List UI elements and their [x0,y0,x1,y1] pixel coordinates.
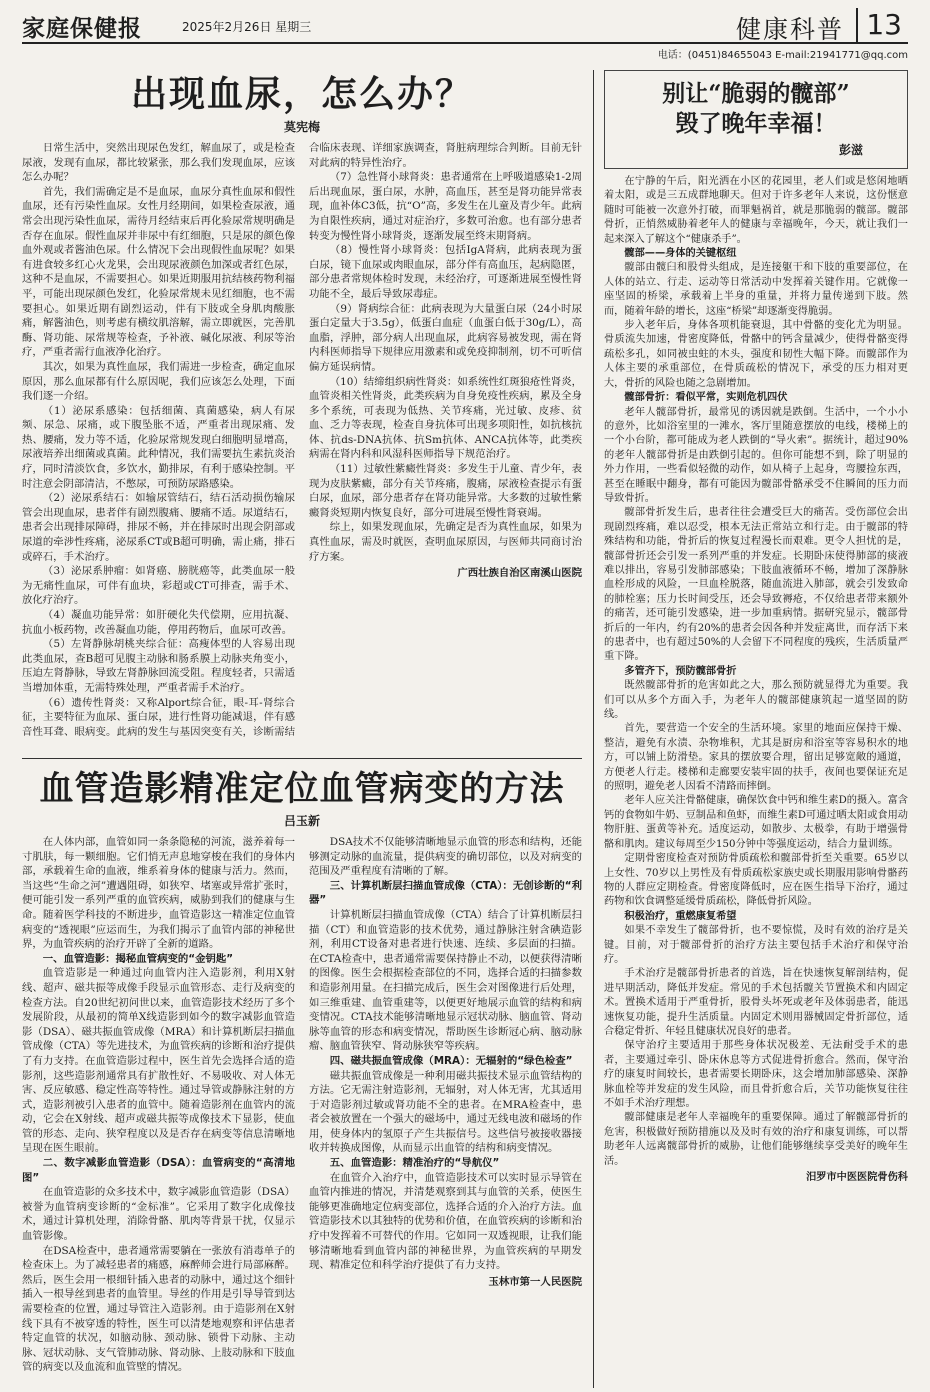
paragraph: 首先，我们需确定是不是血尿，血尿分真性血尿和假性血尿，还有污染性血尿。女性月经期间，如果检查尿液，通常会出现污染性血尿，需待月经结束后再化验尿常规明确是否存在血尿。假性血尿并非尿中有红细胞，只是尿的颜色像血外观或者酱油色尿。什么情况下会出现假性血尿呢？如果有进食较多红心火龙果，会出现尿液颜色加深或者红色尿，这种不是血尿，不需要担心。如果近期服用抗结核药物利福平，可能出现尿颜色发红，化验尿常规未见红细胞，也不需要担心。如果近期有剧烈运动，伴有下肢或全身肌肉酸胀痛，解酱油色，则考虑有横纹肌溶解，需立即就医，完善肌酶、肾功能、尿常规等检查，予补液、碱化尿液、利尿等治疗，严重者需行血液净化治疗。 [22,185,295,359]
subheading: 积极治疗，重燃康复希望 [624,910,737,922]
paragraph: 髋部骨折发生后，患者往往会遭受巨大的痛苦。受伤部位会出现剧烈疼痛，难以忍受，根本无法正常站立和行走。由于髋部的特殊结构和功能，骨折后的恢复过程漫长而艰难。更令人担忧的是，髋部骨折还会引发一系列严重的并发症。长期卧床使得肺部的痰液难以排出，容易引发肺部感染；下肢血液循环不畅，增加了深静脉血栓形成的风险，一旦血栓脱落，随血流进入肺部，就会引发致命的肺栓塞；压力长时间受压，还会导致褥疮，不仅给患者带来额外的痛苦，还可能引发感染，进一步加重病情。据研究显示，髋部骨折后的一年内，约有20%的患者会因各种并发症离世，而存活下来的患者中，也有超过50%的人会留下不同程度的残疾，生活质量严重下降。 [604,507,908,663]
paragraph: 手术治疗是髋部骨折患者的首选，旨在快速恢复解剖结构，促进早期活动，降低并发症。常见的手术包括髋关节置换术和内固定术。置换术适用于严重骨折，股骨头坏死或老年及体弱患者，能迅速恢复功能，提升生活质量。内固定术则用器械固定骨折部位，适合稳定骨折、年轻且健康状况良好的患者。 [604,968,908,1037]
paragraph: 步入老年后，身体各项机能衰退，其中骨骼的变化尤为明显。骨质流失加速，骨密度降低，骨骼中的钙含量减少，使得骨骼变得疏松多孔，如同被虫蛀的木头，强度和韧性大幅下降。而髋部作为人体主要的承重部位，在骨质疏松的情况下，承受的压力相对更大，骨折的风险也随之急剧增加。 [604,320,908,389]
title-box [604,70,908,169]
paragraph: 在宁静的午后，阳光洒在小区的花园里，老人们或是悠闲地晒着太阳，或是三五成群地聊天。但对于许多老年人来说，这份惬意随时可能被一次意外打破，而罪魁祸首，就是那脆弱的髋部。髋部骨折，正悄然威胁着老年人的健康与幸福晚年，今天，就让我们一起来深入了解这个“健康杀手”。 [604,176,908,245]
paragraph: （2）泌尿系结石：如输尿管结石，结石活动损伤输尿管会出现血尿，患者伴有剧烈腹痛、腰痛不适。尿道结石，患者会出现排尿障碍，排尿不畅，并在排尿时出现会阴部或尿道的牵涉性疼痛，泌尿系CT或B超可明确，需止痛，排石或碎石，手术治疗。 [22,492,295,563]
subheading: 四、磁共振血管成像（MRA）：无辐射的“绿色检查” [329,1054,573,1067]
article-body [22,835,582,1375]
article-hip-fracture [604,70,908,1388]
paragraph: 定期骨密度检查对预防骨质疏松和髋部骨折至关重要。65岁以上女性、70岁以上男性及有骨质疏松家族史或长期服用影响骨骼药物的人群应定期检查。骨密度降低时，应在医生指导下治疗，通过药物和饮食调整延缓骨质疏松，降低骨折风险。 [604,853,908,908]
paragraph: 综上，如果发现血尿，先确定是否为真性血尿，如果为真性血尿，需及时就医，查明血尿原因，与医师共同商讨治疗方案。 [309,521,582,563]
subheading: 二、数字减影血管造影（DSA）：血管病变的“高清地图” [22,1157,295,1184]
subheading: 一、血管造影：揭秘血管病变的“金钥匙” [42,952,234,965]
paragraph: 在血管介入治疗中，血管造影技术可以实时显示导管在血管内推进的情况，并清楚观察到其与血管的关系，使医生能够更准确地定位病变部位，选择合适的介入治疗方法。血管造影技术以其独特的优势和价值，在血管疾病的诊断和治疗中发挥着不可替代的作用。它如同一双透视眼，让我们能够清晰地看到血管内部的神秘世界，为血管疾病的早期发现、精准定位和科学治疗提供了有力支持。 [309,1171,582,1272]
paragraph: 老年人髋部骨折，最常见的诱因就是跌倒。生活中，一个小小的意外，比如浴室里的一滩水，客厅里随意摆放的电线，楼梯上的一个小台阶，都可能成为老人跌倒的“导火索”。据统计，超过90%的老年人髋部骨折是由跌倒引起的。但你可能想不到，除了明显的外力作用，一些看似轻微的动作，如从椅子上起身，弯腰捡东西，甚至在睡眠中翻身，都有可能因为髋部骨骼承受不住瞬间的压力而导致骨折。 [604,406,908,504]
article-angiography [22,768,582,1386]
article-hematuria [22,72,582,752]
paragraph: （3）泌尿系肿瘤：如肾癌、膀胱癌等，此类血尿一般为无痛性血尿，可伴有血块，彩超或CT可排查，需手术、放化疗治疗。 [22,565,295,607]
article-signature: 汨罗市中医医院骨伤科 [806,1172,908,1184]
paragraph: 髋部健康是老年人幸福晚年的重要保障。通过了解髋部骨折的危害，积极做好预防措施以及及时有效的治疗和康复训练，可以帮助老年人远离髋部骨折的威胁，让他们能够继续享受美好的晚年生活。 [604,1112,908,1167]
paragraph: （10）结缔组织病性肾炎：如系统性红斑狼疮性肾炎，血管炎相关性肾炎，此类疾病为自身免疫性疾病，累及全身多个系统，可表现为低热、关节疼痛，光过敏、皮疹、贫血、乏力等表现，检查自身抗体可出现多项阳性，如抗核抗体、抗ds-DNA抗体、抗Sm抗体、ANCA抗体等，此类疾病需在肾内科和风湿科医师指导下规范治疗。 [309,375,582,461]
article-title-line-2: 毁了晚年幸福！ [675,110,837,137]
article-title: 出现血尿，怎么办？ [130,73,473,115]
paper-name: 家庭保健报 [22,15,142,42]
paragraph: （11）过敏性紫癜性肾炎：多发生于儿童、青少年，表现为皮肤紫癜，部分有关节疼痛，腹痛，尿液检查提示有蛋白尿，血尿，部分患者存在肾功能异常。大多数的过敏性紫癜肾炎短期内恢复良好，部分可进展至慢性肾衰竭。 [309,463,582,519]
subheading: 多管齐下，预防髋部骨折 [624,665,737,677]
paragraph: （7）急性肾小球肾炎：患者通常在上呼吸道感染1-2周后出现血尿，蛋白尿，水肿，高血压，甚至是肾功能异常表现，血补体C3低，抗“O”高，多发生在儿童及青少年。此病为自限性疾病，通过对症治疗，多数可治愈。也有部分患者转变为慢性肾小球肾炎，逐渐发展至终末期肾病。 [309,171,582,242]
paragraph: 磁共振血管成像是一种利用磁共振技术显示血管结构的方法。它无需注射造影剂，无辐射，对人体无害，尤其适用于对造影剂过敏或肾功能不全的患者。在MRA检查中，患者会被放置在一个强大的磁场中，通过无线电波和磁场的作用，使身体内的氢原子产生共振信号。这些信号被接收器接收并转换成图像，从而显示出血管的结构和病变情况。 [309,1069,582,1155]
section-name: 健康科普 [735,15,844,44]
subheading: 髋部骨折：看似平常，实则危机四伏 [624,392,788,404]
paragraph: 髋部由髋臼和股骨头组成，是连接躯干和下肢的重要部位，在人体的站立、行走、运动等日常活动中发挥着关键作用。它就像一座坚固的桥梁，承载着上半身的重量，并将力量传递到下肢。然而，随着年龄的增长，这座“桥梁”却逐渐变得脆弱。 [604,262,908,317]
article-body [22,141,582,741]
paragraph: （5）左肾静脉胡桃夹综合征：高瘦体型的人容易出现此类血尿，查B超可见腹主动脉和肠系膜上动脉夹角变小，压迫左肾静脉，导致左肾静脉回流受阻。程度轻者，只需适当增加体重，无需特殊处理，严重者需手术治疗。 [22,638,295,694]
paragraph: （4）凝血功能异常：如肝硬化失代偿期，应用抗凝、抗血小板药物，改善凝血功能，停用药物后，血尿可改善。 [22,609,295,636]
paragraph: （9）肾病综合征：此病表现为大量蛋白尿（24小时尿蛋白定量大于3.5g），低蛋白血症（血蛋白低于30g/L），高血脂，浮肿，部分病人出现血尿，此病容易被发现，需在肾内科医师指导下规律应用激素和或免疫抑制剂，切不可听信偏方延误病情。 [309,302,582,373]
paragraph: DSA技术不仅能够清晰地显示血管的形态和结构，还能够测定动脉的血流量，提供病变的确切部位，以及对病变的范围及严重程度有清晰的了解。 [309,836,582,878]
paragraph: 老年人应关注骨骼健康，确保饮食中钙和维生素D的摄入。富含钙的食物如牛奶、豆制品和鱼虾，而维生素D可通过晒太阳或食用动物肝脏、蛋黄等补充。适度运动，如散步、太极拳，有助于增强骨骼和肌肉。建议每周至少150分钟中等强度运动，结合力量训练。 [604,795,908,850]
contact-line: 电话：(0451)84655043 E-mail:21941771@qq.com [657,50,908,61]
paragraph: 在血管造影的众多技术中，数字减影血管造影（DSA）被誉为血管病变诊断的“金标准”。它采用了数字化成像技术，通过计算机处理，消除骨骼、肌肉等背景干扰，仅显示血管影像。 [22,1186,295,1243]
paragraph: 如果不幸发生了髋部骨折，也不要惊慌，及时有效的治疗是关键。目前，对于髋部骨折的治疗方法主要包括手术治疗和保守治疗。 [604,925,908,965]
column-divider [593,70,594,1388]
paragraph: （1）泌尿系感染：包括细菌、真菌感染，病人有尿频、尿急、尿痛，或下腹坠胀不适，严重者出现尿痛、发热、腰痛，发力等不适，化验尿常规发现白细胞明显增高，尿液培养出细菌或真菌。此种情况，我们需要抗生素抗炎治疗，同时清淡饮食，多饮水，勤排尿，有利于感染控制。平时注意会阴部清洁，不憋尿，可预防尿路感染。 [22,404,295,490]
article-body [604,175,908,1185]
paragraph: 保守治疗主要适用于那些身体状况极差、无法耐受手术的患者，主要通过牵引、卧床休息等方式促进骨折愈合。然而，保守治疗的康复时间较长，患者需要长期卧床，这会增加肺部感染、深静脉血栓等并发症的发生风险，而且骨折愈合后，关节功能恢复往往不如手术治疗理想。 [604,1040,908,1109]
paragraph: 血管造影是一种通过向血管内注入造影剂，利用X射线、超声、磁共振等成像手段显示血管形态、走行及病变的检查方法。自20世纪初问世以来，血管造影技术经历了多个发展阶段，从最初的简单X线造影到如今的数字减影血管造影（DSA）、磁共振血管成像（MRA）和计算机断层扫描血管成像（CTA）等先进技术，为血管疾病的诊断和治疗提供了有力支持。在血管造影过程中，医生首先会选择合适的造影剂，这些造影剂通常具有扩散性好、不易吸收、对人体无害、反应敏感、稳定性高等特性。通过导管或静脉注射的方式，造影剂被引入患者的血管中。随着造影剂在血管内的流动，它会在X射线、超声或磁共振等成像技术下显影，使血管的形态、走向、狭窄程度以及是否存在病变等信息清晰地呈现在医生眼前。 [22,967,295,1155]
subheading: 髋部——身体的关键枢纽 [624,248,737,260]
paragraph: 计算机断层扫描血管成像（CTA）结合了计算机断层扫描（CT）和血管造影的技术优势，通过静脉注射含碘造影剂，利用CT设备对患者进行快速、连续、多层面的扫描。在CTA检查中，患者通常需要保持静止不动，以便获得清晰的图像。医生会根据检查部位的不同，选择合适的扫描参数和造影剂用量。在扫描完成后，医生会对图像进行后处理，如三维重建、血管重建等，以便更好地展示血管的结构和病变情况。CTA技术能够清晰地显示冠状动脉、脑血管、肾动脉等血管的形态和病变情况，帮助医生诊断冠心病、脑动脉瘤、脑血管狭窄、肾动脉狭窄等疾病。 [309,908,582,1053]
paragraph: （8）慢性肾小球肾炎：包括IgA肾病，此病表现为蛋白尿，镜下血尿或肉眼血尿，部分伴有高血压，起病隐匿，部分患者常规体检时发现，未经治疗，可逐渐进展至慢性肾功能不全，最后导致尿毒症。 [309,244,582,300]
article-title-line-1: 别让“脆弱的髋部” [662,80,850,107]
section-divider [22,758,582,759]
subheading: 五、血管造影：精准治疗的“导航仪” [329,1157,500,1170]
paragraph: 在DSA检查中，患者通常需要躺在一张放有消毒单子的检查床上。为了减轻患者的痛感，麻醉师会进行局部麻醉。然后，医生会用一根细针插入患者的动脉中，通过这个细针插入一根导丝到患者的血管里。导丝的作用是引导导管到达需要检查的位置，通过导管注入造影剂。由于造影剂在X射线下具有不被穿透的特性，医生可以清楚地观察和评估患者特定血管的状况，如脑动脉、颈动脉、锁骨下动脉、主动脉、冠状动脉、支气管肺动脉、肾动脉、上肢动脉和下肢血管的病变以及血流和血管壁的情况。 [22,1244,295,1374]
paragraph: 在人体内部，血管如同一条条隐秘的河流，滋养着每一寸肌肤，每一颗细胞。它们悄无声息地穿梭在我们的身体内部，承载着生命的血液，维系着身体的健康与活力。然而，当这些“生命之河”遭遇阻碍，如狭窄、堵塞或异常扩张时，便可能引发一系列严重的血管疾病，威胁到我们的健康与生命。随着医学科技的不断进步，血管造影这一精准定位血管病变的“透视眼”应运而生，为我们揭示了血管内部的神秘世界，为血管疾病的治疗开辟了全新的道路。 [22,836,295,951]
paragraph: 其次，如果为真性血尿，我们需进一步检查，确定血尿原因，那么血尿都有什么原因呢，我们应该怎么处理，下面我们逐一介绍。 [22,360,295,403]
publication-date: 2025年2月26日 星期三 [182,20,312,34]
paragraph: 首先，要营造一个安全的生活环境。家里的地面应保持干燥、整洁，避免有水渍、杂物堆积，尤其是厨房和浴室等容易积水的地方，可以铺上防滑垫。家具的摆放要合理，留出足够宽敞的通道，方便老人行走。楼梯和走廊要安装牢固的扶手，夜间也要保证充足的照明，避免老人因看不清路而摔倒。 [604,723,908,793]
page-number: 13 [856,8,902,42]
paragraph: 既然髋部骨折的危害如此之大，那么预防就显得尤为重要。我们可以从多个方面入手，为老年人的髋部健康筑起一道坚固的防线。 [604,680,908,721]
article-signature: 玉林市第一人民医院 [488,1275,582,1288]
paragraph: （6）遗传性肾炎：又称Alport综合征，眼-耳-肾综合征，主要特征为血尿、蛋白尿，进行性肾功能减退，伴有感音性耳聋、眼病变。此病的发生与基因突变有关，诊断需结合临床表现、详细家族调查，肾脏病理综合判断。目前无针对此病的特异性治疗。 [22,142,582,738]
article-title: 血管造影精准定位血管病变的方法 [39,769,565,809]
paragraph: 日常生活中，突然出现尿色发红，解血尿了，或是检查尿液，发现有血尿，都比较紧张，那么我们发现血尿，应该怎么办呢？ [22,142,295,184]
article-author: 吕玉新 [283,814,320,828]
masthead [22,8,908,44]
article-author: 彭滋 [838,143,863,157]
article-author: 莫宪梅 [283,120,320,134]
article-signature: 广西壮族自治区南溪山医院 [457,567,582,580]
subheading: 三、计算机断层扫描血管成像（CTA）：无创诊断的“利器” [309,879,582,907]
